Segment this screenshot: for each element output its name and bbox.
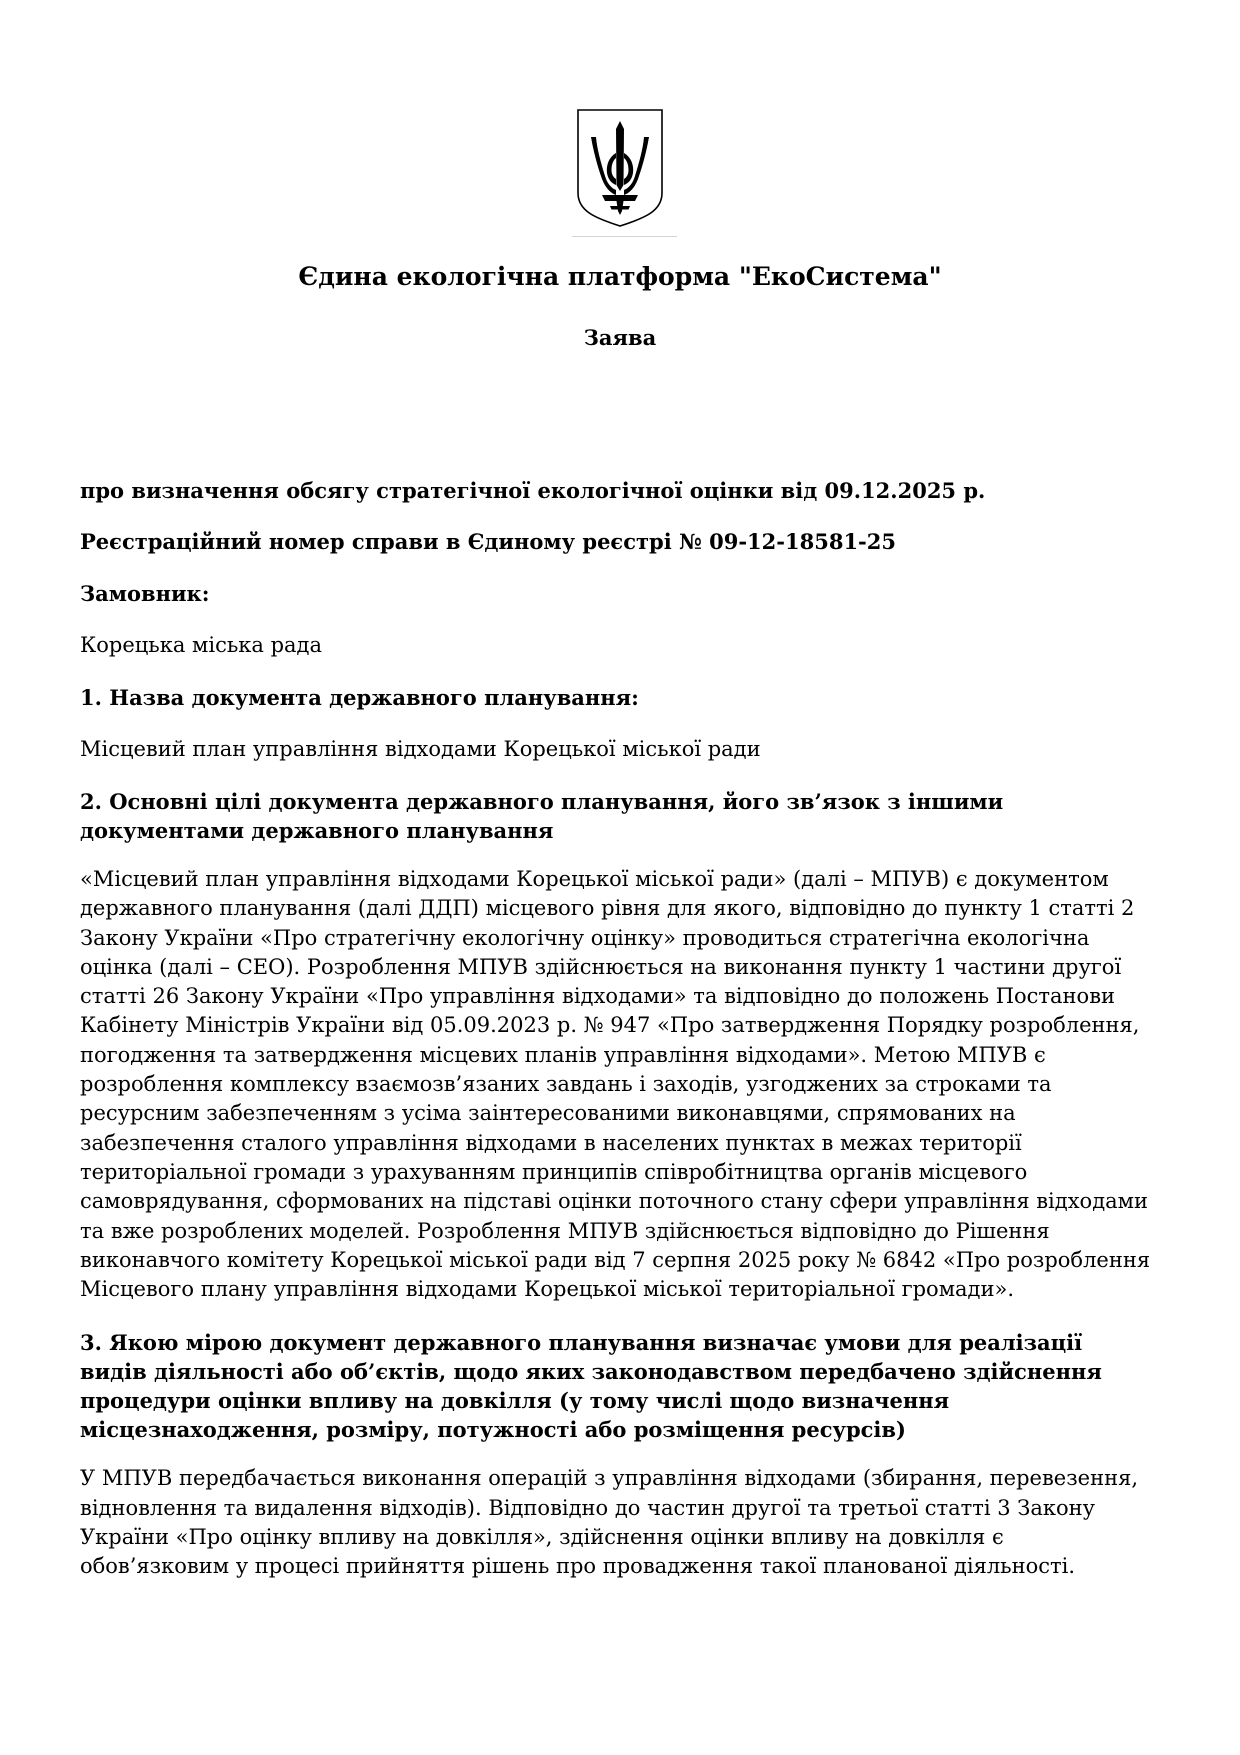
registration-line: Реєстраційний номер справи в Єдиному реєстрі № 09-12-18581-25 [80, 529, 896, 554]
section-1-heading: 1. Назва документа державного планування: [80, 685, 639, 710]
section-2-text: «Місцевий план управління відходами Корецької міської ради» (далі – МПУВ) є документом державного планування (далі ДДП) місцевого рівня для якого, відповідно до пункту 1 статті 2 Закону України «Про стратегічну екологічну оцінку» проводиться стратегічна екологічна оцінка (далі – СЕО). Розроблення МПУВ здійснюється на виконання пункту 1 частини другої статті 26 Закону України «Про управління відходами» та відповідно до положень Постанови Кабінету Міністрів України від 05.09.2023 р. № 947 «Про затвердження Порядку розроблення, погодження та затвердження місцевих планів управління відходами». Метою МПУВ є розроблення комплексу взаємозв’язаних завдань і заходів, узгоджених за строками та ресурсним забезпеченням з усіма заінтересованими виконавцями, спрямованих на забезпечення сталого управління відходами в населених пунктах в межах території територіальної громади з урахуванням принципів співробітництва органів місцевого самоврядування, сформованих на підставі оцінки поточного стану сфери управління відходами та вже розроблених моделей. Розроблення МПУВ здійснюється відповідно до Рішення виконавчого комітету Корецької міської ради від 7 серпня 2025 року № 6842 «Про розроблення Місцевого плану управління відходами Корецької міської територіальної громади». [80, 867, 1151, 1302]
coat-of-arms-emblem [575, 107, 665, 229]
section-1-text: Місцевий план управління відходами Корецької міської ради [80, 737, 761, 761]
customer-value: Корецька міська рада [80, 633, 323, 657]
customer-label: Замовник: [80, 581, 210, 606]
header-divider [572, 236, 677, 237]
section-2-heading: 2. Основні цілі документа державного планування, його зв’язок з іншими документами державного планування [80, 789, 1004, 843]
document-body [80, 476, 1155, 1582]
section-3-heading: 3. Якою мірою документ державного планування визначає умови для реалізації видів діяльності або об’єктів, щодо яких законодавством передбачено здійснення процедури оцінки впливу на довкілля (у тому числі щодо визначення місцезнаходження, розміру, потужності або розміщення ресурсів) [80, 1330, 1102, 1443]
trident-coat-of-arms-icon [575, 107, 665, 229]
section-3-text: У МПУВ передбачається виконання операцій з управління відходами (збирання, перевезення, відновлення та видалення відходів). Відповідно до частин другої та третьої статті 3 Закону України «Про оцінку впливу на довкілля», здійснення оцінки впливу на довкілля є обов’язковим у процесі прийняття рішень про провадження такої планованої діяльності. [80, 1466, 1139, 1579]
subject-line: про визначення обсягу стратегічної екологічної оцінки від 09.12.2025 р. [80, 478, 986, 503]
document-type-title: Заява [583, 325, 657, 350]
platform-title: Єдина екологічна платформа "ЕкоСистема" [298, 262, 942, 291]
